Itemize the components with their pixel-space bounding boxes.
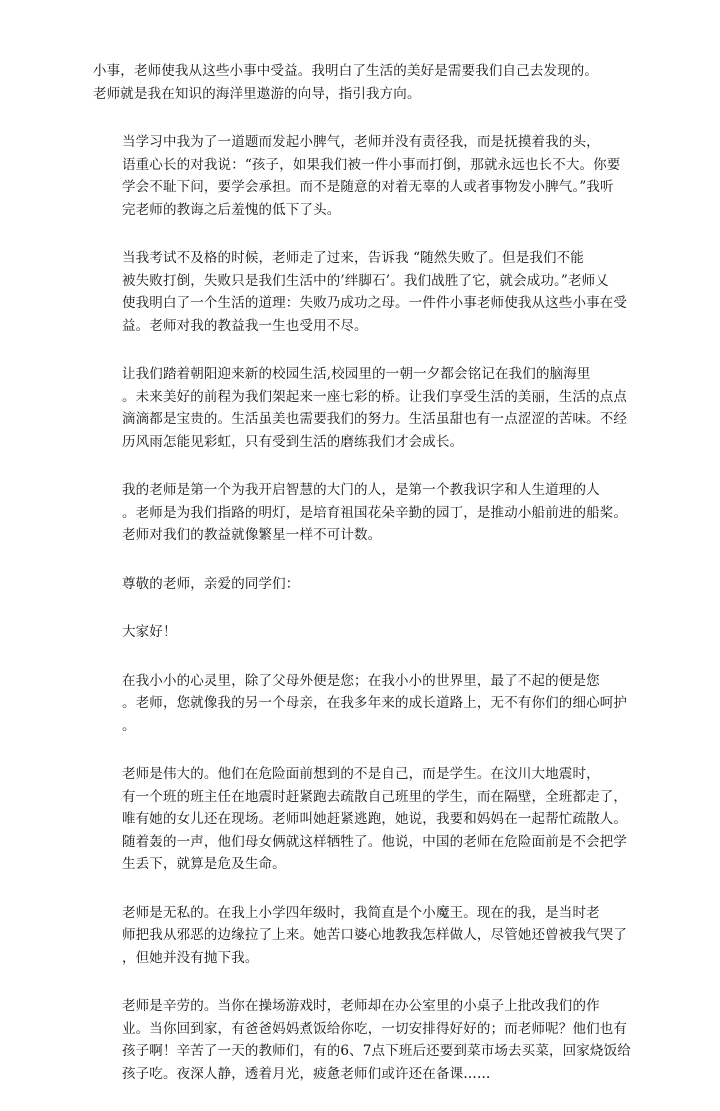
text-line: 业。当你回到家，有爸爸妈妈煮饭给你吃，一切安排得好好的；而老师呢？他们也有 <box>122 1020 628 1037</box>
paragraph <box>93 573 638 596</box>
paragraph <box>93 621 638 644</box>
paragraph <box>93 763 638 876</box>
text-line: 老师是伟大的。他们在危险面前想到的不是自己，而是学生。在汶川大地震时， <box>122 766 600 782</box>
text-line: 老师对我们的教益就像繁星一样不可计数。 <box>122 527 382 543</box>
text-line: 孩子吃。夜深人静，透着月光，疲惫老师们或许还在备课…… <box>122 1065 491 1082</box>
text-line: 被失败打倒，失败只是我们生活中的’绊脚石’。我们战胜了它，就会成功。”老师乂 <box>122 272 609 289</box>
text-line: 益。老师对我的教益我一生也受用不尽。 <box>122 317 368 334</box>
paragraph <box>93 479 638 547</box>
text-line: 语重心长的对我说：“孩子，如果我们被一件小事而打倒，那就永远也长不大。你要 <box>122 156 621 173</box>
paragraph <box>93 363 638 453</box>
text-line: 唯有她的女儿还在现场。老师叫她赶紧逃跑，她说，我要和妈妈在一起帮忙疏散人。 <box>122 811 628 827</box>
text-line: 老师是辛劳的。当你在操场游戏时，老师却在办公室里的小桌子上批改我们的作 <box>122 998 600 1014</box>
text-line: 。 <box>122 717 136 734</box>
paragraph <box>93 995 638 1085</box>
text-line: 尊敬的老师，亲爱的同学们： <box>122 575 300 592</box>
paragraph <box>93 131 638 221</box>
text-line: 老师是无私的。在我上小学四年级时，我简直是个小魔王。现在的我，是当时老 <box>122 904 600 921</box>
text-line: 使我明白了一个生活的道理：失败乃成功之母。一件件小事老师使我从这些小事在受 <box>122 295 628 311</box>
text-line: 随着轰的一声，他们母女俩就这样牺牲了。他说，中国的老师在危险面前是不会把学 <box>122 833 628 850</box>
text-line: 大家好！ <box>122 624 177 640</box>
text-line: 完老师的教诲之后羞愧的低下了头。 <box>122 201 341 218</box>
text-line: 当学习中我为了一道题而发起小脾气，老师并没有责径我，而是抚摸着我的头， <box>122 134 600 150</box>
paragraph <box>93 902 638 970</box>
paragraph <box>93 670 638 738</box>
text-line: 我的老师是第一个为我开启智慧的大门的人，是第一个教我识字和人生道理的人 <box>122 482 600 498</box>
text-line: 。老师是为我们指路的明灯，是培育祖国花朵辛勤的园丁，是推动小船前进的船桨。 <box>122 504 628 521</box>
paragraph <box>93 60 638 105</box>
text-line: 。未来美好的前程为我们架起来一座七彩的桥。让我们享受生活的美丽，生活的点点 <box>122 388 628 405</box>
text-line: 师把我从邪恶的边缘拉了上来。她苦口婆心地教我怎样做人，尽管她还曾被我气哭了 <box>122 927 628 943</box>
text-line: 老师就是我在知识的海洋里遨游的向导，指引我方向。 <box>93 85 421 102</box>
text-line: 历风雨怎能见彩虹，只有受到生活的磨练我们才会成长。 <box>122 433 464 450</box>
document-page <box>93 60 638 1111</box>
text-line: 生丢下，就算是危及生命。 <box>122 856 286 872</box>
text-line: 在我小小的心灵里，除了父母外便是您；在我小小的世界里，最了不起的便是您 <box>122 672 600 689</box>
paragraph <box>93 247 638 337</box>
text-line: 小事，老师使我从这些小事中受益。我明白了生活的美好是需要我们自己去发现的。 <box>93 63 599 79</box>
text-line: 当我考试不及格的时候，老师走了过来，告诉我 “随然失败了。但是我们不能 <box>122 250 584 266</box>
text-line: 孩子啊！辛苦了一天的教师们，有的6、7点下班后还要到菜市场去买菜，回家烧饭给 <box>122 1043 631 1059</box>
text-line: 。老师，您就像我的另一个母亲，在我多年来的成长道路上，无不有你们的细心呵护 <box>122 695 628 711</box>
text-line: 有一个班的班主任在地震时赶紧跑去疏散自己班里的学生，而在隔壁，全班都走了， <box>122 788 628 805</box>
text-line: 滴滴都是宝贵的。生活虽美也需要我们的努力。生活虽甜也有一点涩涩的苦味。不经 <box>122 411 628 427</box>
text-line: ，但她并没有抛下我。 <box>122 949 259 966</box>
text-line: 学会不耻下问，要学会承担。而不是随意的对着无辜的人或者事物发小脾气。”我听 <box>122 179 614 195</box>
text-line: 让我们踏着朝阳迎来新的校园生活,校园里的一朝一夕都会铭记在我们的脑海里 <box>122 366 591 382</box>
